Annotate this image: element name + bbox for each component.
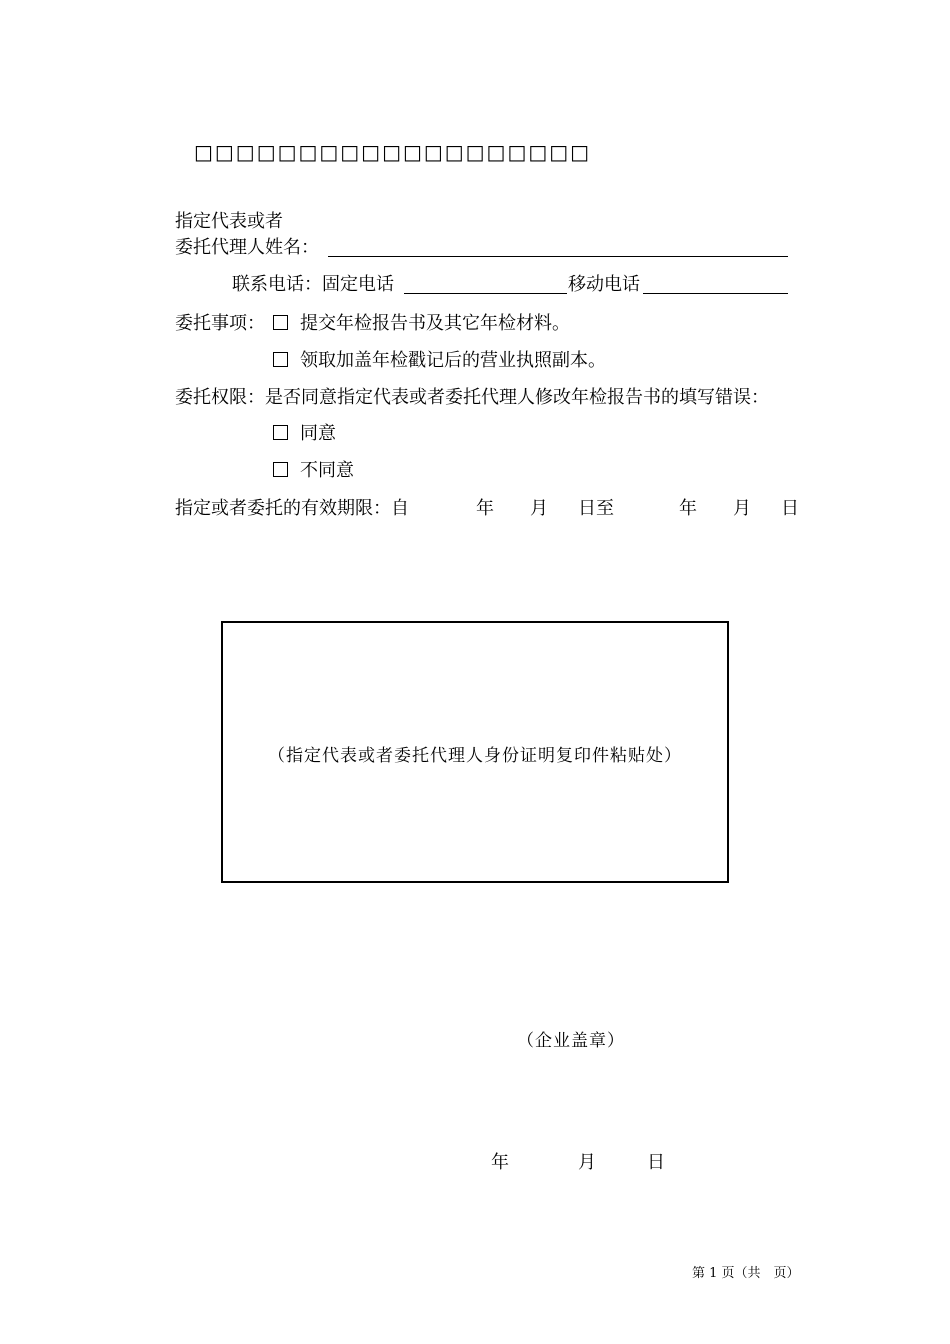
validity-month2-label: 月: [733, 498, 751, 519]
matters-label: 委托事项：: [175, 313, 265, 334]
mobile-phone-field[interactable]: [643, 293, 788, 294]
collect-checkbox[interactable]: [273, 352, 288, 367]
sign-day-label: 日: [647, 1152, 665, 1173]
authority-label: 委托权限：是否同意指定代表或者委托代理人修改年检报告书的填写错误：: [175, 387, 769, 408]
validity-label: 指定或者委托的有效期限：自: [175, 498, 409, 519]
authority-agree-option: [273, 423, 336, 445]
page-title: □□□□□□□□□□□□□□□□□□□: [194, 140, 592, 164]
fixed-phone-field[interactable]: [404, 293, 567, 294]
authority-disagree-option: [273, 460, 354, 482]
validity-day-to-label: 日至: [578, 498, 614, 519]
disagree-text: 不同意: [300, 460, 354, 481]
contact-fixed-phone-label: 联系电话：固定电话: [232, 274, 394, 295]
id-copy-paste-box: [221, 621, 729, 883]
validity-month-label: 月: [530, 498, 548, 519]
validity-year2-label: 年: [679, 498, 697, 519]
contact-mobile-label: 移动电话: [568, 274, 640, 295]
representative-name-field[interactable]: [328, 256, 788, 257]
matters-item1-text: 提交年检报告书及其它年检材料。: [300, 313, 570, 334]
company-seal-label: （企业盖章）: [517, 1031, 625, 1051]
matters-item2-text: 领取加盖年检戳记后的营业执照副本。: [300, 350, 606, 371]
sign-month-label: 月: [578, 1152, 596, 1173]
matters-item-submit: [273, 313, 570, 335]
page-number: 第 1 页（共 页）: [692, 1266, 800, 1281]
matters-item-collect: [273, 350, 606, 372]
validity-year-label: 年: [476, 498, 494, 519]
sign-year-label: 年: [491, 1152, 509, 1173]
representative-label-line1: 指定代表或者: [175, 211, 283, 232]
submit-checkbox[interactable]: [273, 315, 288, 330]
agree-text: 同意: [300, 423, 336, 444]
validity-day2-label: 日: [781, 498, 799, 519]
agree-checkbox[interactable]: [273, 425, 288, 440]
representative-label-line2: 委托代理人姓名：: [175, 237, 319, 258]
id-copy-paste-label: （指定代表或者委托代理人身份证明复印件粘贴处）: [268, 746, 682, 766]
disagree-checkbox[interactable]: [273, 462, 288, 477]
